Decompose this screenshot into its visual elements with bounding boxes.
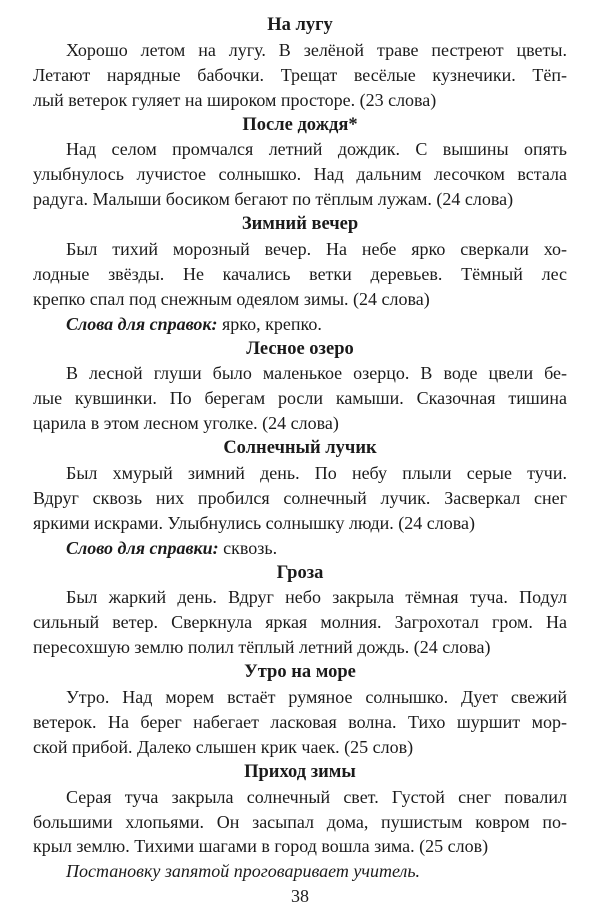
section-title: Солнечный лучик — [223, 438, 377, 459]
text-line: большими хлопьями. Он засыпал дома, пушистым ковром по- — [33, 811, 567, 832]
text-line: В лесной глуши было маленькое озерцо. В воде цвели бе- — [66, 363, 567, 384]
text-line: пересохшую землю полил тёплый летний дождь. (24 слова) — [33, 637, 491, 658]
text-line: лодные звёзды. Не качались ветки деревьев. Тёмный лес — [33, 263, 567, 284]
note-line — [33, 536, 567, 561]
section-lesnoe-ozero — [33, 337, 567, 437]
section-groza — [33, 561, 567, 661]
text-line: крыл землю. Тихими шагами в город вошла зима. (25 слов) — [33, 836, 489, 857]
section-na-lugu — [33, 13, 567, 113]
text-line: радуга. Малыши босиком бегают по тёплым лужам. (24 слова) — [33, 189, 514, 210]
text-line: Был тихий морозный вечер. На небе ярко сверкали хо- — [66, 239, 567, 260]
note-text: ярко, крепко. — [222, 313, 322, 334]
text-line: Над селом промчался летний дождик. С вышины опять — [66, 139, 567, 160]
text-line: ветерок. На берег набегает ласковая волна. Тихо шуршит мор- — [33, 711, 567, 732]
section-title: Утро на море — [244, 662, 356, 683]
section-title: После дождя* — [242, 114, 358, 135]
section-title: На лугу — [267, 15, 333, 35]
text-line: Был хмурый зимний день. По небу плыли серые тучи. — [66, 463, 567, 484]
note-text: сквозь. — [223, 537, 278, 558]
note-label: Слово для справки: — [66, 537, 219, 558]
section-title: Приход зимы — [244, 761, 356, 782]
section-title: Гроза — [276, 562, 324, 583]
text-line: Серая туча закрыла солнечный свет. Густой снег повалил — [66, 786, 567, 807]
note-line — [33, 312, 567, 337]
text-line: лые кувшинки. По берегам росли камыши. Сказочная тишина — [33, 388, 567, 409]
text-line: Летают нарядные бабочки. Трещат весёлые кузнечики. Тёп- — [33, 64, 567, 85]
note-label: Слова для справок: — [66, 313, 218, 334]
text-line: крепко спал под снежным одеялом зимы. (24 слова) — [33, 288, 430, 309]
section-posle-dozhdya — [33, 113, 567, 213]
page-number: 38 — [291, 886, 309, 907]
section-title: Зимний вечер — [241, 214, 359, 235]
section-utro-na-more — [33, 660, 567, 760]
text-line: яркими искрами. Улыбнулись солнышку люди. (24 слова) — [33, 512, 475, 533]
section-solnechny-luchik — [33, 436, 567, 560]
text-line: сильный ветер. Сверкнула яркая молния. Загрохотал гром. На — [33, 612, 567, 633]
text-line: Был жаркий день. Вдруг небо закрыла тёмная туча. Подул — [66, 587, 567, 608]
text-line: царила в этом лесном уголке. (24 слова) — [33, 413, 339, 434]
text-line: Хорошо летом на лугу. В зелёной траве пестреют цветы. — [66, 39, 567, 60]
section-prikhod-zimy — [33, 760, 567, 884]
text-line: лый ветерок гуляет на широком просторе. (23 слова) — [33, 89, 437, 110]
text-line: улыбнулось лучистое солнышко. Над дальним лесочком встала — [33, 164, 567, 185]
text-line: ской прибой. Далеко слышен крик чаек. (25 слов) — [33, 736, 414, 757]
section-zimniy-vecher — [33, 212, 567, 336]
section-title: Лесное озеро — [246, 338, 354, 359]
text-line: Вдруг сквозь них пробился солнечный лучик. Засверкал снег — [33, 487, 567, 508]
text-line: Утро. Над морем встаёт румяное солнышко. Дует свежий — [66, 687, 567, 708]
teacher-note: Постановку запятой проговаривает учитель. — [66, 861, 421, 882]
